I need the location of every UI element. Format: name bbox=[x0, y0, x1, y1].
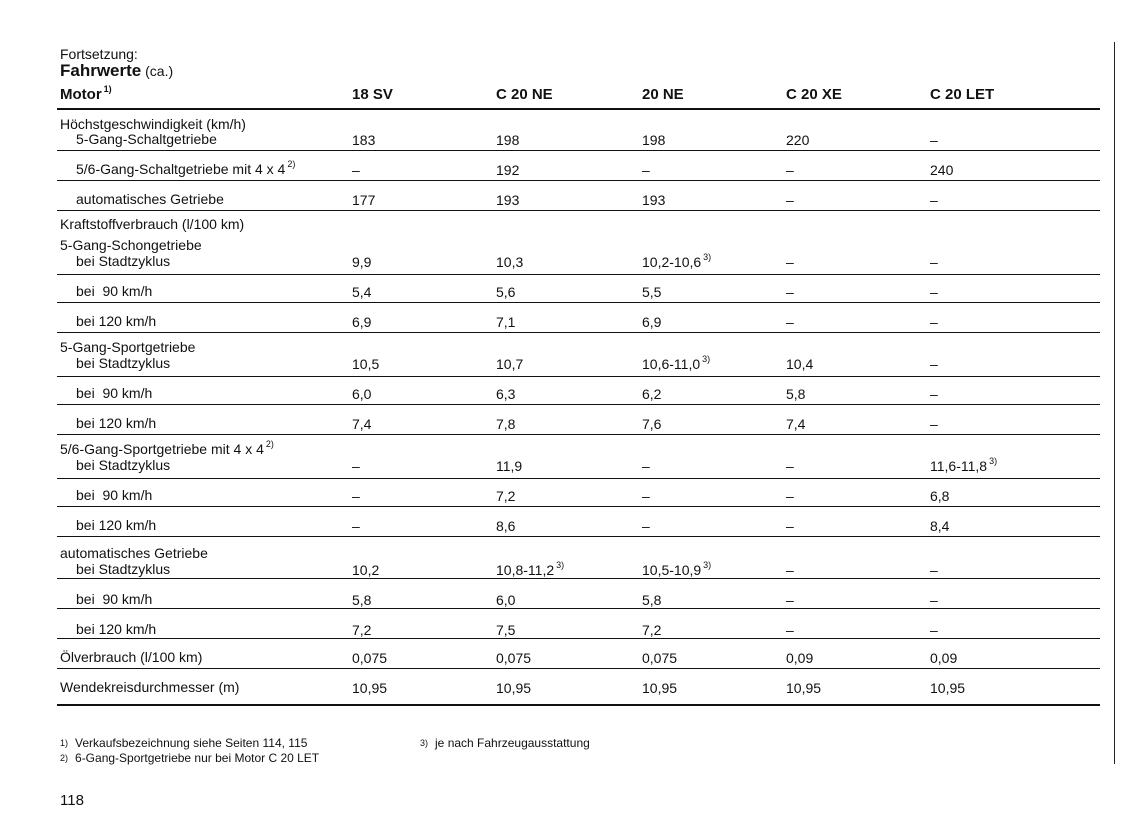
cell-value: – bbox=[930, 284, 938, 300]
cell-value: 240 bbox=[930, 162, 954, 178]
footnote-mark: 3) bbox=[556, 560, 565, 571]
group-heading: Kraftstoffverbrauch (l/100 km) bbox=[60, 216, 245, 232]
cell-value: 7,8 bbox=[496, 416, 516, 432]
cell-value: 192 bbox=[496, 162, 520, 178]
table-cell bbox=[642, 562, 711, 578]
row-divider bbox=[57, 404, 1100, 405]
row-label bbox=[60, 679, 239, 695]
motor-header bbox=[60, 84, 112, 103]
subgroup-heading bbox=[60, 237, 202, 253]
table-cell bbox=[642, 284, 661, 300]
table-cell bbox=[930, 416, 938, 432]
cell-value: – bbox=[930, 254, 938, 270]
cell-value: 193 bbox=[496, 192, 520, 208]
cell-value: 0,075 bbox=[352, 650, 388, 666]
cell-value: 10,95 bbox=[786, 680, 822, 696]
table-cell bbox=[930, 458, 997, 474]
table-cell bbox=[930, 622, 938, 638]
table-cell bbox=[352, 650, 387, 666]
table-cell bbox=[352, 386, 371, 402]
motor-label: Motor bbox=[60, 86, 102, 103]
table-cell bbox=[930, 254, 938, 270]
row-label-text: bei Stadtzyklus bbox=[76, 355, 171, 371]
row-divider bbox=[57, 274, 1100, 275]
cell-value: – bbox=[786, 592, 794, 608]
margin-line bbox=[1114, 42, 1115, 764]
table-cell bbox=[930, 518, 949, 534]
table-cell bbox=[496, 592, 515, 608]
cell-value: 10,2 bbox=[352, 562, 380, 578]
row-label-text: automatisches Getriebe bbox=[76, 191, 224, 207]
table-cell bbox=[496, 518, 515, 534]
subgroup-label: 5-Gang-Schongetriebe bbox=[60, 237, 202, 253]
cell-value: 198 bbox=[642, 132, 666, 148]
cell-value: – bbox=[786, 192, 794, 208]
continuation-label: Fortsetzung: bbox=[60, 46, 138, 62]
cell-value: 10,6-11,0 bbox=[642, 356, 701, 372]
table-cell bbox=[496, 680, 531, 696]
section-title-suffix: (ca.) bbox=[145, 63, 174, 79]
row-label bbox=[76, 313, 156, 329]
cell-value: 11,6-11,8 bbox=[930, 458, 988, 474]
row-divider bbox=[57, 668, 1100, 669]
row-divider bbox=[57, 638, 1100, 639]
footnote-2 bbox=[60, 751, 319, 765]
cell-value: 10,95 bbox=[352, 680, 388, 696]
cell-value: 10,95 bbox=[642, 680, 678, 696]
row-label bbox=[76, 283, 152, 299]
table-cell bbox=[496, 386, 515, 402]
table-cell bbox=[786, 592, 794, 608]
table-cell bbox=[786, 356, 813, 372]
cell-value: – bbox=[930, 192, 938, 208]
table-cell bbox=[930, 386, 938, 402]
table-cell bbox=[642, 132, 665, 148]
table-cell bbox=[930, 192, 938, 208]
cell-value: 10,8-11,2 bbox=[496, 562, 555, 578]
cell-value: – bbox=[352, 162, 360, 178]
table-cell bbox=[496, 650, 531, 666]
row-label-text: 5-Gang-Schaltgetriebe bbox=[76, 131, 217, 147]
row-label bbox=[76, 385, 152, 401]
cell-value: 0,075 bbox=[642, 650, 678, 666]
table-cell bbox=[786, 458, 794, 474]
cell-value: 7,6 bbox=[642, 416, 662, 432]
cell-value: 7,1 bbox=[496, 314, 516, 330]
table-cell bbox=[786, 132, 809, 148]
table-cell bbox=[930, 132, 938, 148]
table-cell bbox=[352, 680, 387, 696]
row-label-text: bei 90 km/h bbox=[76, 385, 153, 401]
table-cell bbox=[786, 488, 794, 504]
column-header: 18 SV bbox=[352, 86, 393, 103]
table-cell bbox=[496, 162, 519, 178]
header-rule bbox=[57, 108, 1100, 110]
cell-value: – bbox=[352, 518, 360, 534]
footnote-text: Verkaufsbezeichnung siehe Seiten 114, 115 bbox=[75, 736, 308, 750]
cell-value: 5,4 bbox=[352, 284, 372, 300]
cell-value: 6,0 bbox=[352, 386, 372, 402]
row-label-text: bei 90 km/h bbox=[76, 591, 153, 607]
row-label-text: bei 90 km/h bbox=[76, 283, 153, 299]
row-label bbox=[60, 649, 202, 665]
cell-value: – bbox=[786, 488, 794, 504]
table-cell bbox=[642, 680, 677, 696]
subgroup-label: 5/6-Gang-Sportgetriebe mit 4 x 4 bbox=[60, 441, 264, 457]
cell-value: 10,5-10,9 bbox=[642, 562, 702, 578]
table-cell bbox=[496, 622, 515, 638]
cell-value: 11,9 bbox=[496, 458, 523, 474]
row-label-text: bei 90 km/h bbox=[76, 487, 153, 503]
footnote-3 bbox=[420, 736, 590, 750]
table-cell bbox=[786, 192, 794, 208]
table-cell bbox=[642, 386, 661, 402]
cell-value: – bbox=[930, 356, 938, 372]
row-label-text: 5/6-Gang-Schaltgetriebe mit 4 x 4 bbox=[76, 161, 286, 177]
motor-footnote-mark: 1) bbox=[103, 84, 112, 94]
cell-value: 6,8 bbox=[930, 488, 950, 504]
table-cell bbox=[642, 518, 650, 534]
cell-value: – bbox=[642, 458, 650, 474]
cell-value: – bbox=[352, 458, 360, 474]
footnote-mark: 2) bbox=[60, 753, 69, 763]
table-cell bbox=[496, 314, 515, 330]
table-cell bbox=[496, 284, 515, 300]
row-label bbox=[76, 355, 170, 371]
cell-value: – bbox=[930, 592, 938, 608]
cell-value: – bbox=[786, 518, 794, 534]
row-divider bbox=[57, 608, 1100, 609]
table-cell bbox=[352, 458, 360, 474]
cell-value: 0,09 bbox=[930, 650, 958, 666]
table-cell bbox=[930, 680, 965, 696]
cell-value: 10,7 bbox=[496, 356, 524, 372]
table-cell bbox=[496, 192, 519, 208]
table-bottom-rule bbox=[57, 704, 1100, 706]
cell-value: – bbox=[786, 162, 794, 178]
cell-value: 6,9 bbox=[642, 314, 662, 330]
table-cell bbox=[352, 592, 371, 608]
table-cell bbox=[642, 192, 665, 208]
table-cell bbox=[642, 622, 661, 638]
table-cell bbox=[352, 192, 375, 208]
footnote-mark: 3) bbox=[989, 456, 998, 467]
cell-value: – bbox=[352, 488, 360, 504]
table-cell bbox=[496, 254, 523, 270]
section-title bbox=[60, 63, 173, 79]
cell-value: 6,9 bbox=[352, 314, 372, 330]
table-cell bbox=[642, 356, 710, 372]
table-cell bbox=[642, 592, 661, 608]
cell-value: 5,6 bbox=[496, 284, 516, 300]
row-label bbox=[76, 161, 295, 177]
cell-value: – bbox=[930, 314, 938, 330]
row-label-text: Ölverbrauch (l/100 km) bbox=[60, 649, 203, 665]
table-cell bbox=[352, 132, 375, 148]
row-label-text: bei Stadtzyklus bbox=[76, 253, 171, 269]
cell-value: 10,95 bbox=[496, 680, 532, 696]
section-title-text: Fahrwerte bbox=[60, 61, 142, 80]
table-cell bbox=[930, 488, 949, 504]
cell-value: 6,0 bbox=[496, 592, 516, 608]
table-cell bbox=[496, 416, 515, 432]
row-divider bbox=[57, 150, 1100, 151]
row-label-text: Wendekreisdurchmesser (m) bbox=[60, 679, 240, 695]
cell-value: 0,075 bbox=[496, 650, 532, 666]
cell-value: 177 bbox=[352, 192, 376, 208]
row-divider bbox=[57, 302, 1100, 303]
cell-value: – bbox=[642, 162, 650, 178]
cell-value: – bbox=[786, 254, 794, 270]
group-heading: Höchstgeschwindigkeit (km/h) bbox=[60, 116, 246, 132]
cell-value: – bbox=[786, 458, 794, 474]
subgroup-label: 5-Gang-Sportgetriebe bbox=[60, 339, 196, 355]
cell-value: 7,4 bbox=[352, 416, 372, 432]
table-cell bbox=[352, 314, 371, 330]
row-divider bbox=[57, 376, 1100, 377]
row-label bbox=[76, 487, 152, 503]
page-number: 118 bbox=[60, 792, 84, 809]
cell-value: 7,2 bbox=[352, 622, 372, 638]
cell-value: – bbox=[642, 518, 650, 534]
table-cell bbox=[786, 314, 794, 330]
table-cell bbox=[352, 622, 371, 638]
row-label-text: bei 120 km/h bbox=[76, 415, 157, 431]
footnote-text: je nach Fahrzeugausstattung bbox=[435, 736, 590, 750]
footnote-mark: 3) bbox=[703, 560, 712, 571]
table-cell bbox=[786, 284, 794, 300]
footnote-mark: 3) bbox=[703, 252, 712, 263]
cell-value: 7,2 bbox=[496, 488, 516, 504]
table-cell bbox=[352, 162, 360, 178]
cell-value: 7,2 bbox=[642, 622, 662, 638]
row-label bbox=[76, 591, 152, 607]
column-header: C 20 NE bbox=[496, 86, 553, 103]
footnote-mark: 2) bbox=[287, 159, 296, 170]
subgroup-label: automatisches Getriebe bbox=[60, 545, 208, 561]
table-cell bbox=[786, 162, 794, 178]
footnote-1 bbox=[60, 736, 307, 750]
table-cell bbox=[352, 254, 371, 270]
cell-value: – bbox=[786, 284, 794, 300]
cell-value: 10,5 bbox=[352, 356, 380, 372]
row-divider bbox=[57, 180, 1100, 181]
cell-value: – bbox=[930, 386, 938, 402]
table-cell bbox=[930, 284, 938, 300]
row-label-text: bei Stadtzyklus bbox=[76, 457, 171, 473]
row-label bbox=[76, 253, 170, 269]
row-label bbox=[76, 191, 224, 207]
row-label bbox=[76, 457, 170, 473]
cell-value: 10,4 bbox=[786, 356, 814, 372]
table-cell bbox=[352, 562, 379, 578]
row-label bbox=[76, 517, 156, 533]
row-divider bbox=[57, 478, 1100, 479]
row-divider bbox=[57, 434, 1100, 435]
table-cell bbox=[496, 132, 519, 148]
table-cell bbox=[786, 386, 805, 402]
cell-value: 10,95 bbox=[930, 680, 966, 696]
table-cell bbox=[786, 254, 794, 270]
table-cell bbox=[786, 562, 794, 578]
table-cell bbox=[352, 416, 371, 432]
row-label-text: bei 120 km/h bbox=[76, 313, 157, 329]
cell-value: 183 bbox=[352, 132, 376, 148]
table-cell bbox=[352, 518, 360, 534]
table-cell bbox=[352, 284, 371, 300]
cell-value: 10,2-10,6 bbox=[642, 254, 702, 270]
row-divider bbox=[57, 332, 1100, 333]
column-header: 20 NE bbox=[642, 86, 684, 103]
table-cell bbox=[496, 488, 515, 504]
cell-value: – bbox=[642, 488, 650, 504]
cell-value: 9,9 bbox=[352, 254, 372, 270]
row-divider bbox=[57, 506, 1100, 507]
footnote-mark: 1) bbox=[60, 738, 69, 748]
cell-value: – bbox=[930, 416, 938, 432]
cell-value: 220 bbox=[786, 132, 810, 148]
table-cell bbox=[642, 162, 650, 178]
footnote-mark: 3) bbox=[702, 354, 711, 365]
footnote-text: 6-Gang-Sportgetriebe nur bei Motor C 20 LET bbox=[75, 751, 320, 765]
cell-value: 198 bbox=[496, 132, 520, 148]
table-cell bbox=[786, 622, 794, 638]
column-header: C 20 LET bbox=[930, 86, 995, 103]
cell-value: 0,09 bbox=[786, 650, 814, 666]
cell-value: 8,4 bbox=[930, 518, 950, 534]
table-cell bbox=[930, 314, 938, 330]
table-cell bbox=[930, 650, 957, 666]
table-cell bbox=[786, 518, 794, 534]
table-cell bbox=[930, 356, 938, 372]
table-cell bbox=[786, 680, 821, 696]
footnote-mark: 2) bbox=[265, 439, 274, 450]
row-label bbox=[76, 131, 217, 147]
cell-value: 6,2 bbox=[642, 386, 662, 402]
row-divider bbox=[57, 578, 1100, 579]
table-cell bbox=[642, 314, 661, 330]
table-cell bbox=[786, 650, 813, 666]
cell-value: – bbox=[786, 562, 794, 578]
table-cell bbox=[930, 162, 953, 178]
table-cell bbox=[496, 458, 522, 474]
cell-value: – bbox=[930, 132, 938, 148]
table-cell bbox=[930, 592, 938, 608]
cell-value: – bbox=[786, 314, 794, 330]
row-label-text: bei 120 km/h bbox=[76, 517, 157, 533]
cell-value: 7,4 bbox=[786, 416, 806, 432]
cell-value: 8,6 bbox=[496, 518, 516, 534]
cell-value: – bbox=[930, 562, 938, 578]
table-cell bbox=[352, 488, 360, 504]
table-cell bbox=[496, 562, 564, 578]
table-cell bbox=[642, 650, 677, 666]
table-cell bbox=[496, 356, 523, 372]
cell-value: 10,3 bbox=[496, 254, 524, 270]
row-label bbox=[76, 621, 156, 637]
table-cell bbox=[352, 356, 379, 372]
cell-value: 193 bbox=[642, 192, 666, 208]
cell-value: 6,3 bbox=[496, 386, 516, 402]
footnote-mark: 3) bbox=[420, 738, 429, 748]
table-cell bbox=[642, 416, 661, 432]
row-label-text: bei Stadtzyklus bbox=[76, 561, 171, 577]
row-divider bbox=[57, 210, 1100, 211]
cell-value: 5,8 bbox=[642, 592, 662, 608]
cell-value: – bbox=[930, 622, 938, 638]
row-label-text: bei 120 km/h bbox=[76, 621, 157, 637]
column-header: C 20 XE bbox=[786, 86, 842, 103]
cell-value: 5,8 bbox=[786, 386, 806, 402]
row-label bbox=[76, 415, 156, 431]
cell-value: 5,8 bbox=[352, 592, 372, 608]
subgroup-heading bbox=[60, 339, 195, 355]
table-cell bbox=[786, 416, 805, 432]
row-label bbox=[76, 561, 170, 577]
table-cell bbox=[642, 254, 711, 270]
table-cell bbox=[642, 488, 650, 504]
table-cell bbox=[930, 562, 938, 578]
subgroup-heading bbox=[60, 441, 274, 457]
row-divider bbox=[57, 536, 1100, 537]
cell-value: – bbox=[786, 622, 794, 638]
cell-value: 7,5 bbox=[496, 622, 516, 638]
subgroup-heading bbox=[60, 545, 208, 561]
cell-value: 5,5 bbox=[642, 284, 662, 300]
table-cell bbox=[642, 458, 650, 474]
